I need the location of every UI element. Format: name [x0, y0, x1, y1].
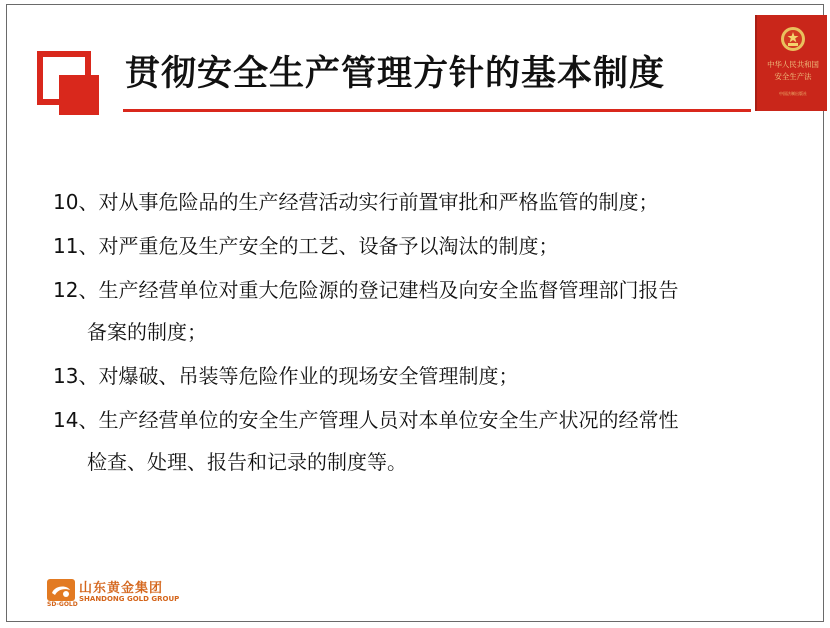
logo-mark-text: SD-GOLD [47, 601, 78, 608]
sd-gold-logo-icon [47, 579, 75, 601]
institution-list [53, 191, 793, 473]
list-item-text: 10、对从事危险品的生产经营活动实行前置审批和严格监管的制度； [53, 190, 659, 214]
list-item-text-continued: 备案的制度； [87, 320, 207, 344]
list-item [53, 365, 793, 387]
company-logo [47, 575, 187, 611]
list-item [53, 279, 793, 343]
list-item-text-continued: 检查、处理、报告和记录的制度等。 [87, 450, 407, 474]
slide [6, 4, 824, 622]
list-item-text: 12、生产经营单位对重大危险源的登记建档及向安全监督管理部门报告 [53, 278, 679, 302]
title-underline [123, 109, 751, 112]
list-item-text: 13、对爆破、吊装等危险作业的现场安全管理制度； [53, 364, 519, 388]
company-name-en: SHANDONG GOLD GROUP [79, 595, 180, 603]
list-item-text: 11、对严重危及生产安全的工艺、设备予以淘汰的制度； [53, 234, 559, 258]
national-emblem-icon [779, 25, 807, 53]
title-decoration-icon [37, 51, 103, 117]
list-item-text: 14、生产经营单位的安全生产管理人员对本单位安全生产状况的经常性 [53, 408, 679, 432]
company-name-cn: 山东黄金集团 [79, 581, 164, 596]
law-book-cover [755, 15, 827, 111]
slide-title: 贯彻安全生产管理方针的基本制度 [125, 54, 666, 94]
book-title-line1: 中华人民共和国 [767, 60, 819, 69]
book-title-line2: 安全生产法 [774, 72, 812, 81]
list-item [53, 409, 793, 473]
list-item [53, 191, 793, 213]
book-publisher: 中国法制出版社 [779, 91, 807, 96]
list-item [53, 235, 793, 257]
